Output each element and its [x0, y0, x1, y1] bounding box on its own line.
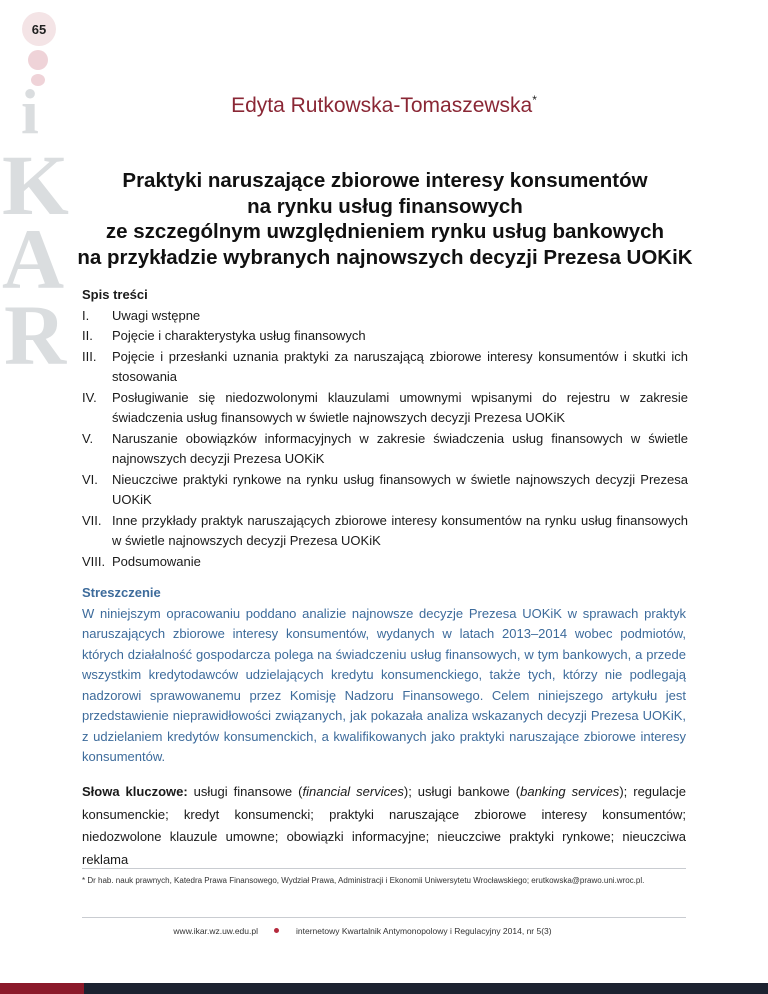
toc-heading: Spis treści	[82, 287, 148, 302]
toc-item-text: Pojęcie i przesłanki uznania praktyki za naruszającą zbiorowe interesy konsumentów i skutki ich stosowania	[112, 348, 688, 384]
footer-website: www.ikar.wz.uw.edu.pl	[173, 926, 258, 936]
toc-item	[82, 388, 688, 429]
logo-letter-k: K	[2, 137, 69, 233]
footer-journal: internetowy Kwartalnik Antymonopolowy i Regulacyjny 2014, nr 5(3)	[296, 926, 552, 936]
logo-letter-i: i	[21, 76, 39, 147]
toc-item-text: Nieuczciwe praktyki rynkowe na rynku usług finansowych w świetle najnowszych decyzji Prezesa UOKiK	[112, 471, 688, 507]
toc-item	[82, 306, 688, 327]
author-footnote-mark: *	[532, 93, 537, 107]
toc-item-number: III.	[82, 348, 97, 364]
toc-item-number: V.	[82, 430, 94, 446]
toc-item-number: II.	[82, 328, 93, 343]
author-name: Edyta Rutkowska-Tomaszewska	[231, 94, 533, 117]
footer-bullet-icon	[274, 928, 279, 933]
toc-item	[82, 552, 688, 573]
toc-item-text: Podsumowanie	[112, 553, 201, 569]
toc-item	[82, 470, 688, 511]
author-line	[0, 93, 768, 118]
table-of-contents	[82, 285, 688, 572]
keywords-section	[82, 781, 686, 871]
keywords-text: ); regulacje konsumenckie; kredyt konsumencki; praktyki naruszające zbiorowe interesy konsumentów; niedozwolone klauzule umowne; obowiązki informacyjne; nieuczciwe praktyki rynkowe; nieuczciwa reklama	[82, 784, 686, 867]
toc-item-number: VI.	[82, 471, 98, 487]
abstract-section	[82, 583, 686, 768]
author-footnote: * Dr hab. nauk prawnych, Katedra Prawa Finansowego, Wydział Prawa, Administracji i Ekonomii Uniwersytetu Wrocławskiego; erutkowska@prawo.uni.wroc.pl.	[82, 876, 645, 885]
title-line: Praktyki naruszające zbiorowe interesy konsumentów	[122, 169, 648, 192]
keywords-text: usługi finansowe (	[187, 784, 303, 799]
logo-letter-r: R	[4, 287, 67, 383]
toc-item-text: Uwagi wstępne	[112, 307, 201, 323]
toc-item-number: IV.	[82, 389, 97, 405]
toc-item-number: I.	[82, 307, 90, 323]
bottom-bar	[0, 983, 768, 994]
footer-divider	[82, 917, 686, 918]
toc-item	[82, 429, 688, 470]
title-line: na przykładzie wybranych najnowszych decyzji Prezesa UOKiK	[77, 245, 693, 269]
keywords-label: Słowa kluczowe:	[82, 784, 188, 799]
toc-item-number: VIII.	[82, 553, 106, 569]
toc-item-text: Inne przykłady praktyk naruszających zbiorowe interesy konsumentów na rynku usług finansowych w świetle najnowszych decyzji Prezesa UOKiK	[112, 512, 688, 548]
title-line: na rynku usług finansowych	[247, 194, 523, 218]
bottom-bar-accent	[0, 983, 84, 994]
title-line: ze szczególnym uwzględnieniem rynku usług bankowych	[105, 220, 665, 243]
page-number: 65	[31, 21, 47, 37]
toc-item	[82, 511, 688, 552]
keywords-term-en: banking services	[520, 784, 620, 799]
toc-item	[82, 326, 688, 347]
abstract-heading: Streszczenie	[82, 585, 161, 600]
page-number-badge	[22, 12, 56, 46]
logo-dot-large	[28, 50, 48, 70]
toc-item-number: VII.	[82, 512, 102, 528]
toc-item-text: Pojęcie i charakterystyka usług finansowych	[112, 328, 366, 343]
toc-item-text: Posługiwanie się niedozwolonymi klauzulami umownymi wpisanymi do rejestru w zakresie świadczenia usług finansowych w świetle najnowszych decyzji Prezesa UOKiK	[112, 389, 688, 425]
logo-letter-a: A	[2, 211, 65, 307]
toc-item	[82, 347, 688, 388]
abstract-text: W niniejszym opracowaniu poddano analizie najnowsze decyzje Prezesa UOKiK w sprawach praktyk naruszających zbiorowe interesy konsumentów, wydanych w latach 2013–2014 wobec podmiotów, których działalność gospodarcza polega na świadczeniu usług finansowych, w tym bankowych, a przede wszystkim kredytodawców udzielających kredytu konsumenckiego, także tych, którzy nie podlegają nadzorowi sprawowanemu przez Komisję Nadzoru Finansowego. Celem niniejszego artykułu jest przedstawienie nieprawidłowości związanych, jak pokazała analiza wskazanych decyzji Prezesa UOKiK, z udzielaniem kredytów konsumenckich, a kwalifikowanych jako praktyki naruszające zbiorowe interesy konsumentów.	[82, 605, 686, 764]
toc-item-text: Naruszanie obowiązków informacyjnych w zakresie świadczenia usług finansowych w świetle najnowszych decyzji Prezesa UOKiK	[112, 430, 688, 466]
keywords-text: ); usługi bankowe (	[403, 784, 521, 799]
article-title	[60, 168, 710, 270]
keywords-term-en: financial services	[302, 784, 404, 799]
footnote-divider	[82, 868, 686, 869]
